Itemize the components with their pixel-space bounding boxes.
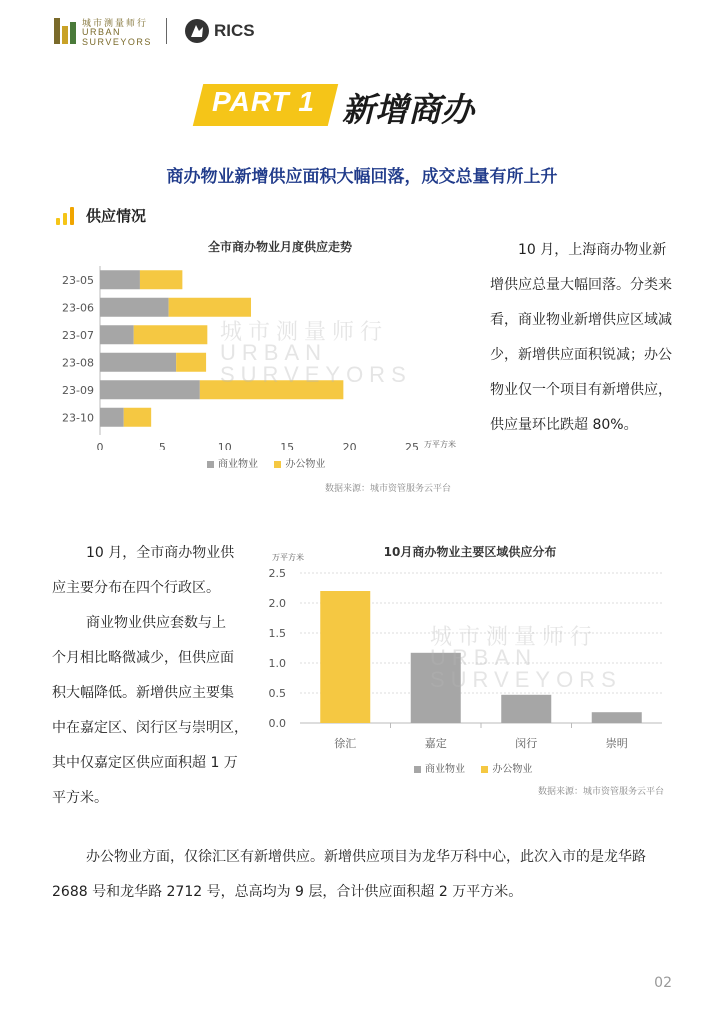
- chart1-x-tick-label: 5: [158, 441, 166, 450]
- chart1-category-label: 23-06: [62, 301, 94, 315]
- chart1-bar-commercial: [100, 298, 169, 317]
- chart1-category-label: 23-10: [62, 411, 94, 425]
- text2-line: 应主要分布在四个行政区。: [52, 580, 220, 596]
- text2-line: 个月相比略微减少，但供应面: [52, 650, 234, 666]
- chart1-category-label: 23-07: [62, 328, 94, 342]
- chart2-y-tick-label: 0.5: [268, 687, 286, 700]
- subsection-title: 供应情况: [86, 207, 147, 225]
- text1-line: 少，新增供应面积锐减；办公: [490, 347, 672, 363]
- chart1-title: 全市商办物业月度供应走势: [207, 240, 352, 254]
- chart2-unit-label: 万平方米: [272, 553, 304, 562]
- text2-line: 中在嘉定区、闵行区与崇明区，: [52, 720, 248, 736]
- chart1-bar-office: [140, 270, 182, 289]
- logo-english-line2: SURVEYORS: [82, 37, 152, 47]
- chart2-bar-commercial: [592, 712, 642, 723]
- text-block-office-supply: [52, 840, 682, 910]
- header-divider: [166, 18, 167, 44]
- chart1-bar-office: [176, 353, 206, 372]
- text2-line: 积大幅降低。新增供应主要集: [52, 685, 234, 701]
- legend-label-commercial: 商业物业: [218, 459, 258, 470]
- chart1-x-tick-label: 0: [96, 441, 104, 450]
- text2-line: 10 月，全市商办物业供: [86, 545, 235, 561]
- chart1-legend: [207, 455, 325, 470]
- chart2-y-tick-label: 0.0: [268, 717, 286, 730]
- legend-label-office: 办公物业: [285, 459, 326, 470]
- text2-line: 商业物业供应套数与上: [86, 615, 226, 631]
- watermark-en1: URBAN: [220, 340, 328, 365]
- chart2-y-tick-label: 2.5: [268, 567, 286, 580]
- chart1-bar-commercial: [100, 380, 200, 399]
- legend-swatch-office: [274, 461, 281, 468]
- chart2-y-tick-label: 2.0: [268, 597, 286, 610]
- text2-line: 平方米。: [52, 790, 108, 806]
- chart1-bar-commercial: [100, 353, 176, 372]
- text3-line: 办公物业方面，仅徐汇区有新增供应。新增供应项目为龙华万科中心，此次入市的是龙华路: [86, 849, 646, 865]
- chart1-x-tick-label: 10: [217, 441, 232, 450]
- chart1-bar-commercial: [100, 325, 134, 344]
- chart2-bar-office: [320, 591, 370, 723]
- chart2-y-tick-label: 1.5: [268, 627, 286, 640]
- text2-line: 其中仅嘉定区供应面积超 1 万: [52, 755, 238, 771]
- logo-english-line1: URBAN: [82, 27, 122, 37]
- chart1-bar-office: [134, 325, 208, 344]
- watermark-cn: 城市测量师行: [430, 624, 599, 649]
- chart1-unit-label: 万平方米: [424, 440, 456, 449]
- watermark-en2: SURVEYORS: [430, 667, 622, 692]
- text-block-supply-summary: [490, 233, 690, 443]
- chart2-source: 数据来源：城市资管服务云平台: [538, 787, 665, 797]
- chart2-category-label: 崇明: [605, 737, 628, 750]
- text1-line: 物业仅一个项目有新增供应，: [490, 382, 672, 398]
- legend-swatch-office: [481, 766, 488, 773]
- text1-line: 10 月，上海商办物业新: [518, 242, 667, 258]
- page-number: 02: [654, 975, 672, 991]
- chart1-x-tick-label: 20: [342, 441, 357, 450]
- chart1-bar-commercial: [100, 270, 140, 289]
- rics-logo-text: RICS: [214, 21, 255, 40]
- chart2-category-label: 闵行: [515, 737, 538, 750]
- text1-line: 供应量环比跌超 80%。: [490, 417, 638, 433]
- chart2-legend: [414, 760, 532, 775]
- chart1-bar-office: [169, 298, 251, 317]
- bar-chart-icon: [55, 205, 75, 225]
- text-block-district-distribution: [52, 536, 252, 816]
- chart2-category-label: 徐汇: [334, 737, 357, 750]
- chart1-x-tick-label: 15: [280, 441, 295, 450]
- chart1-source: 数据来源：城市资管服务云平台: [325, 484, 452, 494]
- chart2-title: 10月商办物业主要区域供应分布: [383, 545, 557, 559]
- logo-chinese-name: 城市测量师行: [82, 19, 149, 29]
- watermark-cn: 城市测量师行: [220, 319, 389, 344]
- part-title: 新增商办: [342, 90, 474, 129]
- chart1-category-label: 23-05: [62, 273, 94, 287]
- chart1-bar-office: [124, 408, 151, 427]
- text3-line: 2688 号和龙华路 2712 号，总高均为 9 层，合计供应面积超 2 万平方米。: [52, 884, 523, 900]
- legend-swatch-commercial: [207, 461, 214, 468]
- legend-label-commercial: 商业物业: [425, 764, 465, 775]
- chart2-category-label: 嘉定: [424, 737, 447, 750]
- rics-logo-icon: [184, 18, 210, 44]
- urban-surveyors-logo-icon: [54, 18, 76, 44]
- part-label: PART 1: [212, 86, 315, 117]
- section-headline: 商办物业新增供应面积大幅回落，成交总量有所上升: [166, 167, 558, 187]
- legend-swatch-commercial: [414, 766, 421, 773]
- legend-label-office: 办公物业: [492, 764, 533, 775]
- chart1-category-label: 23-08: [62, 356, 94, 370]
- chart2-y-tick-label: 1.0: [268, 657, 286, 670]
- chart1-bar-commercial: [100, 408, 124, 427]
- chart1-x-tick-label: 25: [405, 441, 419, 450]
- text1-line: 增供应总量大幅回落。分类来: [490, 277, 672, 293]
- chart2-bar-commercial: [501, 695, 551, 723]
- chart1-category-label: 23-09: [62, 383, 94, 397]
- watermark-en2: SURVEYORS: [220, 362, 412, 387]
- text1-line: 看，商业物业新增供应区域减: [490, 312, 672, 328]
- watermark-en1: URBAN: [430, 645, 538, 670]
